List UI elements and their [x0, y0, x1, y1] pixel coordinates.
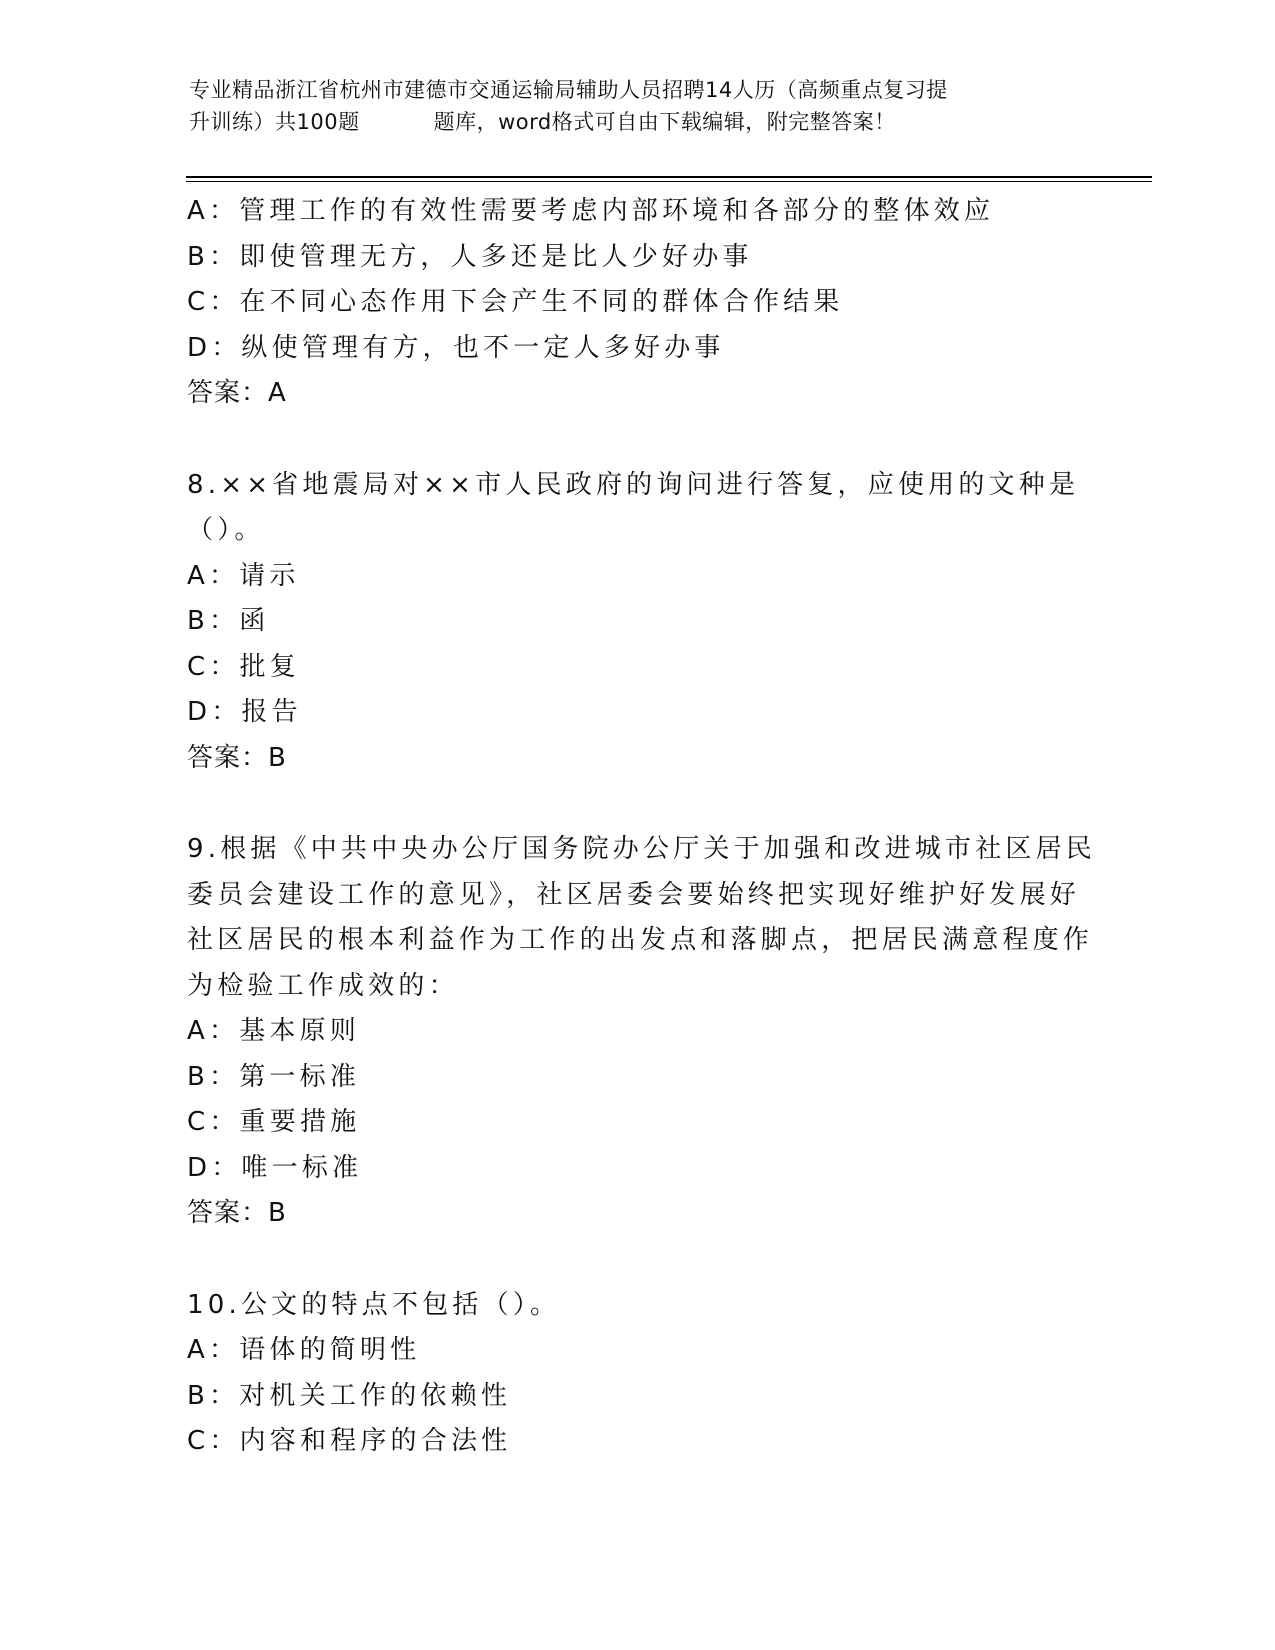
q10-option-c: C：内容和程序的合法性 — [187, 1426, 512, 1456]
header-line-1: 专业精品浙江省杭州市建德市交通运输局辅助人员招聘14人历（高频重点复习提 — [189, 78, 948, 102]
q9-stem-line-2: 委员会建设工作的意见》，社区居委会要始终把实现好维护好发展好 — [187, 879, 1081, 910]
q8-stem-line-2: （）。 — [187, 515, 265, 545]
q7-option-d: D：纵使管理有方，也不一定人多好办事 — [187, 332, 725, 363]
question-10 — [187, 1283, 1067, 1465]
q8-option-c: C：批复 — [187, 651, 300, 682]
q8-option-b: B：函 — [187, 606, 270, 636]
header-line-2-end: 题库，word格式可自由下载编辑，附完整答案！ — [433, 110, 896, 134]
question-9 — [187, 827, 1097, 1237]
question-7 — [187, 189, 1067, 417]
header-divider-thick — [186, 176, 1152, 178]
header-line-2 — [189, 106, 1089, 138]
q9-stem-line-1: 9.根据《中共中央办公厅国务院办公厅关于加强和改进城市社区居民 — [187, 834, 1097, 864]
header-divider-thin — [186, 181, 1152, 182]
q9-answer: 答案：B — [187, 1198, 287, 1228]
q7-option-c: C：在不同心态作用下会产生不同的群体合作结果 — [187, 287, 844, 317]
q10-stem-line-1: 10.公文的特点不包括（）。 — [187, 1289, 561, 1320]
q9-stem-line-3: 社区居民的根本利益作为工作的出发点和落脚点，把居民满意程度作 — [187, 925, 1094, 955]
q8-option-d: D：报告 — [187, 697, 302, 727]
q10-option-a: A：语体的简明性 — [187, 1335, 421, 1365]
q7-answer: 答案：A — [187, 378, 287, 408]
document-header — [189, 74, 1089, 138]
q9-option-c: C：重要措施 — [187, 1107, 361, 1137]
question-content — [187, 189, 1097, 1465]
q10-option-b: B：对机关工作的依赖性 — [187, 1380, 512, 1411]
q7-option-b: B：即使管理无方，人多还是比人少好办事 — [187, 241, 753, 272]
q8-answer: 答案：B — [187, 742, 287, 773]
question-8 — [187, 463, 1080, 782]
q9-option-b: B：第一标准 — [187, 1061, 361, 1092]
q8-stem-line-1: 8.××省地震局对××市人民政府的询问进行答复，应使用的文种是 — [187, 469, 1080, 500]
q9-stem-line-4: 为检验工作成效的： — [187, 970, 459, 1001]
header-line-2-start: 升训练）共100题 — [189, 110, 360, 134]
q9-option-d: D：唯一标准 — [187, 1152, 363, 1183]
q8-option-a: A：请示 — [187, 560, 300, 591]
q7-option-a: A：管理工作的有效性需要考虑内部环境和各部分的整体效应 — [187, 196, 995, 226]
q9-option-a: A：基本原则 — [187, 1016, 360, 1046]
